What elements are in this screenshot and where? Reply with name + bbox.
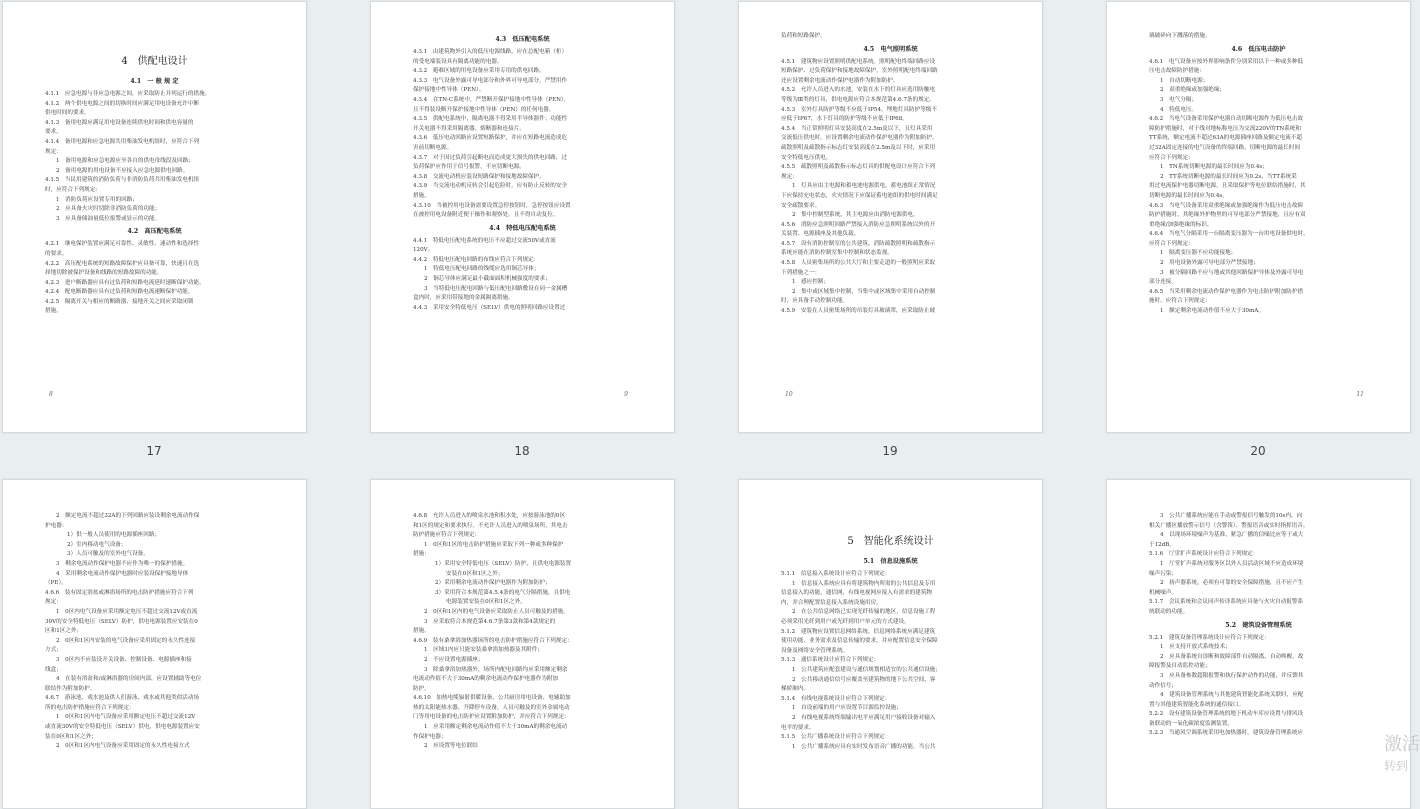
text-line: 负荷保护应作用于信号报警，不应切断电源。 (413, 164, 525, 171)
text-line: 2 公共移动通信信号应覆盖至建筑物的地下公共空间、客 (792, 676, 936, 683)
text-line: 作保护电器； (413, 733, 447, 740)
page-body (45, 512, 264, 752)
text-line: 联结作为附加防护。 (45, 685, 96, 692)
text-line: 和1区的规定和要求执行。不允许人员进入的喷泉场所，其电击 (413, 522, 568, 529)
text-line: 3）人员可触及的室外电气设备。 (67, 551, 149, 558)
text-line: 2 应设置等电位联结 (424, 743, 478, 750)
chapter-title: 5 智能化系统设计 (847, 536, 934, 547)
text-line: 设备及网络安全管理系统。 (781, 647, 849, 654)
text-line: 规定： (45, 148, 62, 155)
text-line: 4.2.1 继电保护装置应满足可靠性、灵敏性、速动性和选择性 (45, 241, 200, 248)
text-line: 4.3.7 对于因过负荷引起断电而造成更大损失的供电回路，过 (413, 154, 568, 161)
page-thumbnail-23[interactable] (738, 479, 1043, 809)
text-line: 4.2.4 配电断路器应具有过负荷和短路电流速断保护功能。 (45, 289, 194, 296)
text-line: 2 TT系统切断电源的最长时间应为0.2s，当TT系统采 (1160, 173, 1297, 180)
text-line: 5.2.1 建筑设备管理系统设计应符合下列规定： (1149, 634, 1270, 641)
text-line: 应符合下列规定： (1149, 240, 1194, 247)
text-line: 4.3.1 由建筑物外引入的低压电源线路，应在总配电箱（柜） (413, 49, 568, 55)
text-line: 5.1.5 公共广播系统设计应符合下列规定： (781, 734, 891, 741)
page-thumbnail-21[interactable] (2, 479, 307, 809)
text-line: 线盒； (45, 666, 62, 673)
text-line: 5.1.4 有线电视系统设计应符合下列规定： (781, 695, 891, 702)
text-line: 所的电击防护措施应符合下列规定： (45, 704, 135, 711)
text-line: 2 集中或区域集中控制，当集中或区域集中采用自动控制 (792, 288, 936, 295)
text-line: 等级为Ⅲ类的灯具，供电电源应符合本规范第4.6.7条的规定。 (781, 96, 935, 103)
text-line: 门等用电设备的电击防护应设置附加防护，并应符合下列规定： (413, 714, 570, 721)
text-line: 4.1.3 备用电源应满足用电设备连续供电时间和供电容量的 (45, 119, 194, 126)
text-line: 疏散照明及疏散指示标志灯安装高度在2.5m及以下时，应采用 (781, 144, 936, 151)
text-line: 压电击故障防护措施： (1149, 68, 1205, 75)
text-line: 5.2.3 当通风空调系统采用电加热器时，建筑设备管理系统应 (1149, 730, 1304, 737)
text-line: 4.2.5 隔离开关与相应的断路器、接地开关之间应采取闭锁 (45, 298, 194, 305)
page-thumbnail-17[interactable] (2, 1, 307, 433)
text-line: 防护。 (413, 685, 430, 692)
text-line: 2 应具备系统自诊断和故障部件自动隔离、自动唤醒、故 (1160, 653, 1304, 660)
text-line: 4.4.1 特低电压配电系统的电压不应超过交流50V或直流 (413, 237, 556, 244)
text-line: 2 额定电流不超过32A的下列回路应装设剩余电流动作保 (56, 513, 200, 519)
text-line: 3 公共广播系统应能在手动或警报信号触发的10s内，向 (1160, 513, 1303, 519)
page-thumbnail-24[interactable] (1106, 479, 1411, 809)
page-number: 11 (1356, 391, 1364, 398)
text-line: 2 0区和1区内的电气设备应采取防止人员可触及的措施。 (424, 608, 569, 615)
text-line: 2 0区和1区内电气设备应采用固定的永久性连接方式 (56, 743, 190, 750)
thumbnail-label: 17 (146, 444, 162, 458)
text-line: 4.5.4 当正常照明灯具安装高度在2.5m及以下，且灯具采用 (781, 125, 933, 132)
text-line: 4.1.5 当民用建筑的消防负荷与非消防负荷共用柴油发电机组 (45, 177, 200, 184)
text-line: 害前切断电源。 (413, 144, 453, 151)
page-thumbnail-20[interactable] (1106, 1, 1411, 433)
text-line: 4.5.3 室外灯具防护等级不应低于IP54，埋地灯具防护等级不 (781, 106, 937, 113)
text-line: 4.6.6 装有固定浴盆或淋浴场所的电击防护措施应符合下列 (45, 589, 194, 596)
text-line: 4.6.5 当采用剩余电流动作保护电器作为电击防护附加防护措 (1149, 288, 1304, 295)
text-line: 1 特低电压配电回路的线缆应选用铜芯导体； (424, 266, 540, 273)
text-line: 2）室内移动电气设备； (67, 541, 127, 548)
text-line: 必须采用光纤到用户或光纤到用户单元的方式建设。 (781, 618, 910, 625)
text-line: 4 采用剩余电流动作保护电器时应装设保护接地导体 (56, 570, 189, 577)
text-line: 1 应采用额定剩余电流动作值不大于30mA的剩余电流动 (424, 724, 568, 731)
text-line: 4.6.1 电气设备应按外界影响条件分别采用以下一种或多种低 (1149, 58, 1304, 65)
chapter-title: 4 供配电设计 (121, 56, 188, 67)
text-line: 择地切除被保护设备和线路的短路故障的功能。 (45, 270, 163, 277)
page-body (1149, 512, 1368, 739)
text-line: 安全特低电压供电。 (781, 154, 832, 161)
page-body (413, 32, 632, 313)
thumbnail-label: 20 (1250, 444, 1266, 458)
page-body (413, 512, 632, 752)
section-heading: 4.5 电气照明系统 (863, 45, 918, 53)
text-line: 3 应具备参数超限报警和执行保护动作的功能，并反馈其 (1160, 672, 1304, 679)
text-line: 2 双重绝缘或加强绝缘； (1160, 87, 1226, 94)
text-line: 下应保持充电状态，火灾情况下应保证蓄电池组的供电时间满足 (781, 192, 938, 199)
text-line: 1 TN系统切断电源的最长时间应为0.4s； (1160, 164, 1268, 171)
text-line: 时，应符合下列规定： (45, 186, 101, 193)
text-line: 3）采用符合本规范第4.5.4条的电气分隔措施，且供电 (435, 589, 571, 596)
text-line: 30V的安全特低电压（SELV）防护，供电电源装置应安装在0 (45, 618, 198, 625)
text-line: 电流动作值不大于30mA的剩余电流动作保护电器作为附加 (413, 676, 559, 683)
text-line: 于12dB。 (1149, 541, 1175, 548)
text-line: 4.1.4 备用电源和应急电源共用柴油发电机组时，应符合下列 (45, 138, 200, 145)
page-body (781, 32, 1000, 317)
text-line: 120V。 (413, 247, 434, 254)
text-line: 4.3.4 在TN-C系统中，严禁断开保护接地中性导体（PEN）， (413, 96, 570, 103)
text-line: 4.6.4 当电气分隔采用一台隔离变压器为一台用电设备供电时， (1149, 231, 1309, 238)
text-line: 开关电器不得采用隔离器、熔断器和连接片。 (413, 125, 525, 132)
text-line: 4.5.9 安装在人员密集场所的吊装灯具玻璃罩，应采取防止玻 (781, 308, 936, 315)
text-line: 统联动的功能。 (1149, 608, 1189, 615)
text-line: 4.6.7 游泳池、戏水池及供人们游泳、戏水或其他类似活动场 (45, 695, 200, 702)
text-line: 电平的要求。 (781, 724, 815, 731)
text-line: 璃破碎向下溅落的措施。 (1149, 33, 1211, 39)
page-number: 10 (785, 391, 793, 398)
text-line: 措施： (413, 551, 430, 558)
text-line: 4 在装有浴盆和/或淋浴器的房间内部，应设置辅助等电位 (56, 676, 202, 683)
text-line: 护电器： (45, 522, 68, 529)
text-line: 1 隔离变压器不应功能接地； (1160, 250, 1237, 257)
text-line: 或直流30V的安全特低电压（SELV）供电，供电电源装置应安 (45, 724, 200, 731)
text-line: 4.1.2 两个供电电源之间的切换时间应满足用电设备允许中断 (45, 100, 200, 107)
text-line: 防护措施时，其绝缘外护物里的可导电部分严禁接地，且应有双 (1149, 212, 1306, 219)
text-line: 1 区域1内应只能安装桑拿浴加热器及其附件； (424, 647, 543, 654)
text-line: 1 公共建筑应配套建设与通信规划相适宜的公共通信设施； (792, 666, 941, 673)
section-heading: 4.1 一 般 规 定 (130, 78, 179, 85)
text-line: 装在0区和1区之外； (45, 733, 97, 740)
text-line: 3 0区内不应装设开关设备、控制设备、电源插座和接 (56, 656, 192, 663)
text-line: 障防护措施时，对于线对地标称电压为交流220V的TN系统和 (1149, 125, 1301, 132)
text-line: 相关广播区播放警示信号（含警笛）、警报语音或实时指挥语音。 (1149, 522, 1309, 529)
text-line: 交流低压供电时，应设置剩余电流动作保护电器作为附加防护。 (781, 135, 938, 142)
text-line: 2 有线电视系统终端输出电平应满足用户接收设备对输入 (792, 714, 936, 721)
text-line: 3 被分隔回路不应与地或其他回路保护导体及外露可导电 (1160, 269, 1304, 276)
text-line: 用过电流保护电器切断电源，且采取保护等电位联结措施时，其 (1149, 183, 1306, 190)
text-line: 在被控用电设备附近便于操作和观察处，且不得自动复位。 (413, 212, 559, 219)
text-line: 保护接地中性导体（PEN）。 (413, 87, 485, 94)
page-body (1149, 32, 1368, 317)
text-line: 梯轿厢内。 (781, 686, 809, 693)
text-line: 3 除桑拿浴加热器外，场所内配电回路均应采用额定剩余 (424, 666, 568, 673)
text-line: 2 用电设备外露可导电部分严禁接地； (1160, 260, 1259, 267)
text-line: 1 0区和1区的电击防护措施应采取下列一种或多种保护 (424, 541, 564, 548)
text-line: 1 信息接入系统应具有将建筑物内所需的公共信息及专用 (792, 580, 936, 587)
text-line: 3 当特低电压配电回路与低压配电回路敷设在同一金属槽 (424, 285, 568, 292)
text-line: 动作信号； (1149, 682, 1177, 689)
text-line: 措施。 (45, 308, 62, 315)
text-line: 1 应支持开放式系统技术； (1160, 644, 1231, 651)
text-line: 2 0区和1区内安装的电气设备应采用固定的永久性连接 (56, 637, 196, 644)
text-line: 3 剩余电流动作保护电器不应作为唯一的保护措施。 (56, 560, 189, 567)
text-line: 4.3.6 低压电动回路应设置短路保护，并应在短路电流造成危 (413, 135, 568, 142)
section-heading: 4.6 低压电击防护 (1231, 45, 1286, 53)
text-line: 时，应具备手动控制功能。 (781, 298, 849, 305)
page-thumbnail-18[interactable] (370, 1, 675, 433)
page-number: 8 (49, 391, 53, 398)
text-line: 措施。 (413, 192, 430, 199)
text-line: 1 0区和1区内电气设备应采用额定电压不超过交流12V (56, 714, 196, 721)
activation-watermark: 激活 (1384, 734, 1420, 755)
text-line: 4.3.8 交流电动机应装设短路保护和接地故障保护。 (413, 173, 545, 180)
page-thumbnail-19[interactable] (738, 1, 1043, 433)
text-line: TT系统，额定电流不超过63A的电源插座回路及额定电流不超 (1149, 135, 1302, 142)
text-line: 使用功能、业务需求及信息传输的要求，并应配置信息安全保障 (781, 638, 938, 645)
page-thumbnail-22[interactable] (370, 479, 675, 809)
text-line: 重绝缘/加强绝缘的标识。 (1149, 221, 1213, 228)
text-line: 1）采用安全特低电压（SELV）防护，且供电电源装置 (435, 560, 572, 567)
section-heading: 5.2 建筑设备管理系统 (1225, 621, 1292, 629)
text-line: 3 电气分隔； (1160, 96, 1198, 103)
text-line: 要求。 (45, 129, 62, 136)
text-line: 信息接入的功能，通信网、有线电视网应接入有需求的建筑物 (781, 590, 933, 597)
text-line: 内，并合理配置信息接入系统设施用房。 (781, 599, 882, 606)
text-line: 1）供一般人员使用的电源插座回路； (67, 532, 161, 539)
text-line: 4.5.5 疏散照明及疏散指示标志灯具的供配电设计应符合下列 (781, 164, 936, 171)
thumbnail-label: 18 (514, 444, 530, 458)
text-line: 施时，应符合下列规定： (1149, 298, 1211, 305)
text-line: 4.3.3 电气设备外露可导电部分和外界可导电部分，严禁用作 (413, 77, 568, 84)
text-line: 切断电源的最长时间应为0.4s。 (1149, 192, 1228, 199)
text-line: 热的太阳能热水器、升降停车设备，人员可触及的室外金属电动 (413, 704, 570, 711)
text-line: 4.4.3 采用安全特低电压（SELV）供电的照明回路应设置过 (413, 304, 566, 311)
text-line: 4.4.2 特低电压配电回路的布线应符合下列规定： (413, 256, 540, 263)
text-line: 过32A固定连接的电气设备的终端回路，切断电源的最长时间 (1149, 144, 1301, 151)
text-line: 4.6.3 当电气设备采用双重绝缘或加强绝缘作为低压电击故障 (1149, 202, 1304, 209)
text-line: 4.1.1 应急电源与非应急电源之间，应采取防止并列运行的措施。 (45, 91, 211, 97)
text-line: 5.1.7 会议系统和会议同声传译系统应具备与火灾自动报警系 (1149, 599, 1304, 606)
text-line: 2 备用电源的用电设备不应接入应急电源供电回路。 (56, 167, 189, 174)
text-line: 5.1.2 建筑物应设置信息网络系统。信息网络系统应满足建筑 (781, 628, 936, 635)
text-line: 的要求。 (45, 250, 68, 257)
text-line: 1 厅堂扩声系统对服务区以外人员活动区域不应造成环境 (1160, 560, 1304, 567)
text-line: 4.5.6 消防应急照明回路严禁接入消防应急照明系统以外的开 (781, 221, 936, 228)
text-line: 1 自设前端的用户应设置节目源监控设施； (792, 705, 902, 712)
text-line: 1 0区内电气设备应采用额定电压不超过交流12V或直流 (56, 608, 198, 615)
text-line: 短路保护、过负荷保护和接地故障保护，室外照明配电终端回路 (781, 68, 938, 75)
text-line: 应低于IP67，水下灯具的防护等级不应低于IP68。 (781, 116, 908, 123)
text-line: 4.3.5 供配电系统中，隔离电器不得采用半导体器件；功能性 (413, 116, 568, 123)
section-heading: 4.3 低压配电系统 (495, 36, 550, 43)
text-line: 安装在0区和1区之外； (446, 570, 504, 577)
text-line: 置与其他建筑智能化系统的通信接口。 (1149, 701, 1245, 708)
page-body (781, 512, 1000, 752)
text-line: 区和1区之外； (45, 628, 83, 635)
text-line: 4.6.2 当电气设备采用保护电器自动切断电源作为低压电击故 (1149, 116, 1304, 123)
text-line: 2 不应设置电源插座； (424, 656, 484, 663)
text-line: 4.6.9 装有桑拿浴加热器场所的电击防护措施应符合下列规定： (413, 637, 573, 644)
page-number: 9 (624, 391, 628, 398)
text-line: 电源装置安装在0区和1区之外。 (446, 599, 526, 606)
text-line: 措施。 (413, 628, 430, 635)
text-line: 方式； (45, 647, 62, 654)
section-heading: 5.1 信息设施系统 (863, 558, 918, 565)
text-line: 4.6.8 允许人员进入的喷泉水池和积水处，应按游泳池的0区 (413, 513, 566, 519)
text-line: 负荷和短路保护。 (781, 33, 826, 39)
text-line: 1 额定剩余电流动作值不应大于30mA。 (1160, 308, 1264, 315)
text-line: 1 公共广播系统应具有实时发布语音广播的功能，当公共 (792, 743, 936, 750)
text-line: 4 建筑设备管理系统与其他建筑智能化系统关联时，应配 (1160, 692, 1304, 699)
text-line: 2 集中控制型系统，其主电源应由消防电源供电。 (792, 212, 919, 219)
thumbnail-label: 19 (882, 444, 898, 458)
text-line: 4.3.9 当交流电动机反转会引起危险时，应有防止反转的安全 (413, 183, 568, 190)
text-line: 5.2.2 设有建筑设备管理系统的地下机动车库应设置与排风设 (1149, 711, 1304, 718)
section-heading: 4.2 高压配电系统 (127, 228, 182, 236)
text-line: 3 应具备储油量低位报警或显示的功能。 (56, 215, 161, 222)
text-line: 2 扬声器系统，必须有可靠的安全保障措施，且不应产生 (1160, 580, 1304, 587)
text-line: 系统应能在消防控制室集中控制和状态监视。 (781, 250, 893, 257)
text-line: 5.1.6 厅堂扩声系统设计应符合下列规定： (1149, 551, 1259, 558)
text-line: 2 应具备火灾时切除非消防负荷的功能； (56, 206, 161, 213)
text-line: 4.5.8 人员密集场所的公共大厅和主要走道的一般照明应采取 (781, 260, 936, 267)
text-line: 2）采用剩余电流动作保护电器作为附加防护； (435, 580, 551, 587)
text-line: 备联动的一氧化碳浓度监测装置。 (1149, 720, 1233, 727)
text-line: 的受电端装设具有隔离功能的电器。 (413, 58, 503, 65)
text-line: 且不得装设断开保护接地中性导体（PEN）的任何电器。 (413, 106, 555, 113)
text-line: 规定： (45, 599, 62, 606)
text-line: 1 消防负荷应设置专用的回路； (56, 196, 138, 203)
text-line: 4.5.2 允许人员进入的水池，安装在水下的灯具应选用防触电 (781, 87, 936, 94)
text-line: 5.1.1 信息接入系统设计应符合下列规定： (781, 571, 891, 577)
text-line: 防护措施应符合下列规定： (413, 532, 481, 539)
activation-watermark-sub: 转到 (1384, 759, 1409, 773)
text-line: 1 自动切断电源； (1160, 77, 1209, 84)
text-line: （PE）。 (45, 580, 67, 587)
text-line: 盒内时，应采用带接地的金属隔离措施。 (413, 295, 514, 302)
text-line: 2 在公共信息网络已实现光纤传输的地区，信息设施工程 (792, 609, 936, 616)
text-line: 1 备用电源和应急电源应至各自的供电母线段及回路； (56, 158, 194, 165)
text-line: 4.5.1 建筑物应设置照明供配电系统。照明配电终端回路应设 (781, 58, 936, 65)
section-heading: 4.4 特低电压配电系统 (489, 224, 556, 232)
text-line: 4 以现场环境噪声为基准，紧急广播的信噪比应等于或大 (1160, 532, 1304, 539)
text-line: 5.1.3 通信系统设计应符合下列规定： (781, 657, 880, 664)
text-line: 4.2.2 高压配电系统的短路故障保护应具备可靠，快速且在选 (45, 260, 200, 267)
text-line: 噪声污染； (1149, 570, 1177, 577)
text-line: 1 感应控制； (792, 279, 830, 286)
text-line: 4.3.2 避难区域的用电设备应采用专用的供电回路。 (413, 68, 545, 75)
text-line: 还应设置剩余电流动作保护电器作为附加防护。 (781, 77, 899, 84)
text-line: 4 特低电压。 (1160, 106, 1198, 113)
text-line: 3 应采取符合本规范第4.6.7条第3款和第4款规定的 (424, 618, 556, 625)
text-line: 关装置、电源插座及其他负载。 (781, 231, 860, 238)
text-line: 1 灯具应由主电源和蓄电池电源供电。蓄电池组正常情况 (792, 183, 936, 190)
text-line: 下列措施之一： (781, 269, 821, 276)
text-line: 安全疏散要求。 (781, 202, 821, 209)
text-line: 4.3.10 当被控用电设备需要设置急停按钮时，急停按钮应设置 (413, 202, 571, 209)
text-line: 障报警及自动监控功能； (1149, 663, 1211, 670)
page-body (45, 32, 264, 317)
text-line: 4.6.10 加热电缆辐射供暖设备、公共厨房用电设备、电辅助加 (413, 695, 571, 702)
text-line: 4.5.7 设有消防控制室的公共建筑，消防疏散照明和疏散指示 (781, 240, 936, 247)
text-line: 应符合下列规定： (1149, 154, 1194, 161)
text-line: 机械噪声。 (1149, 589, 1177, 596)
text-line: 供电时间的要求。 (45, 110, 90, 117)
text-line: 部分连接。 (1149, 279, 1177, 286)
text-line: 4.2.3 进户断路器应具有过负荷和短路电流延时速断保护功能。 (45, 279, 205, 286)
text-line: 规定： (781, 173, 798, 180)
text-line: 2 铜芯导体应满足最小截面面积机械强度的要求； (424, 276, 551, 283)
